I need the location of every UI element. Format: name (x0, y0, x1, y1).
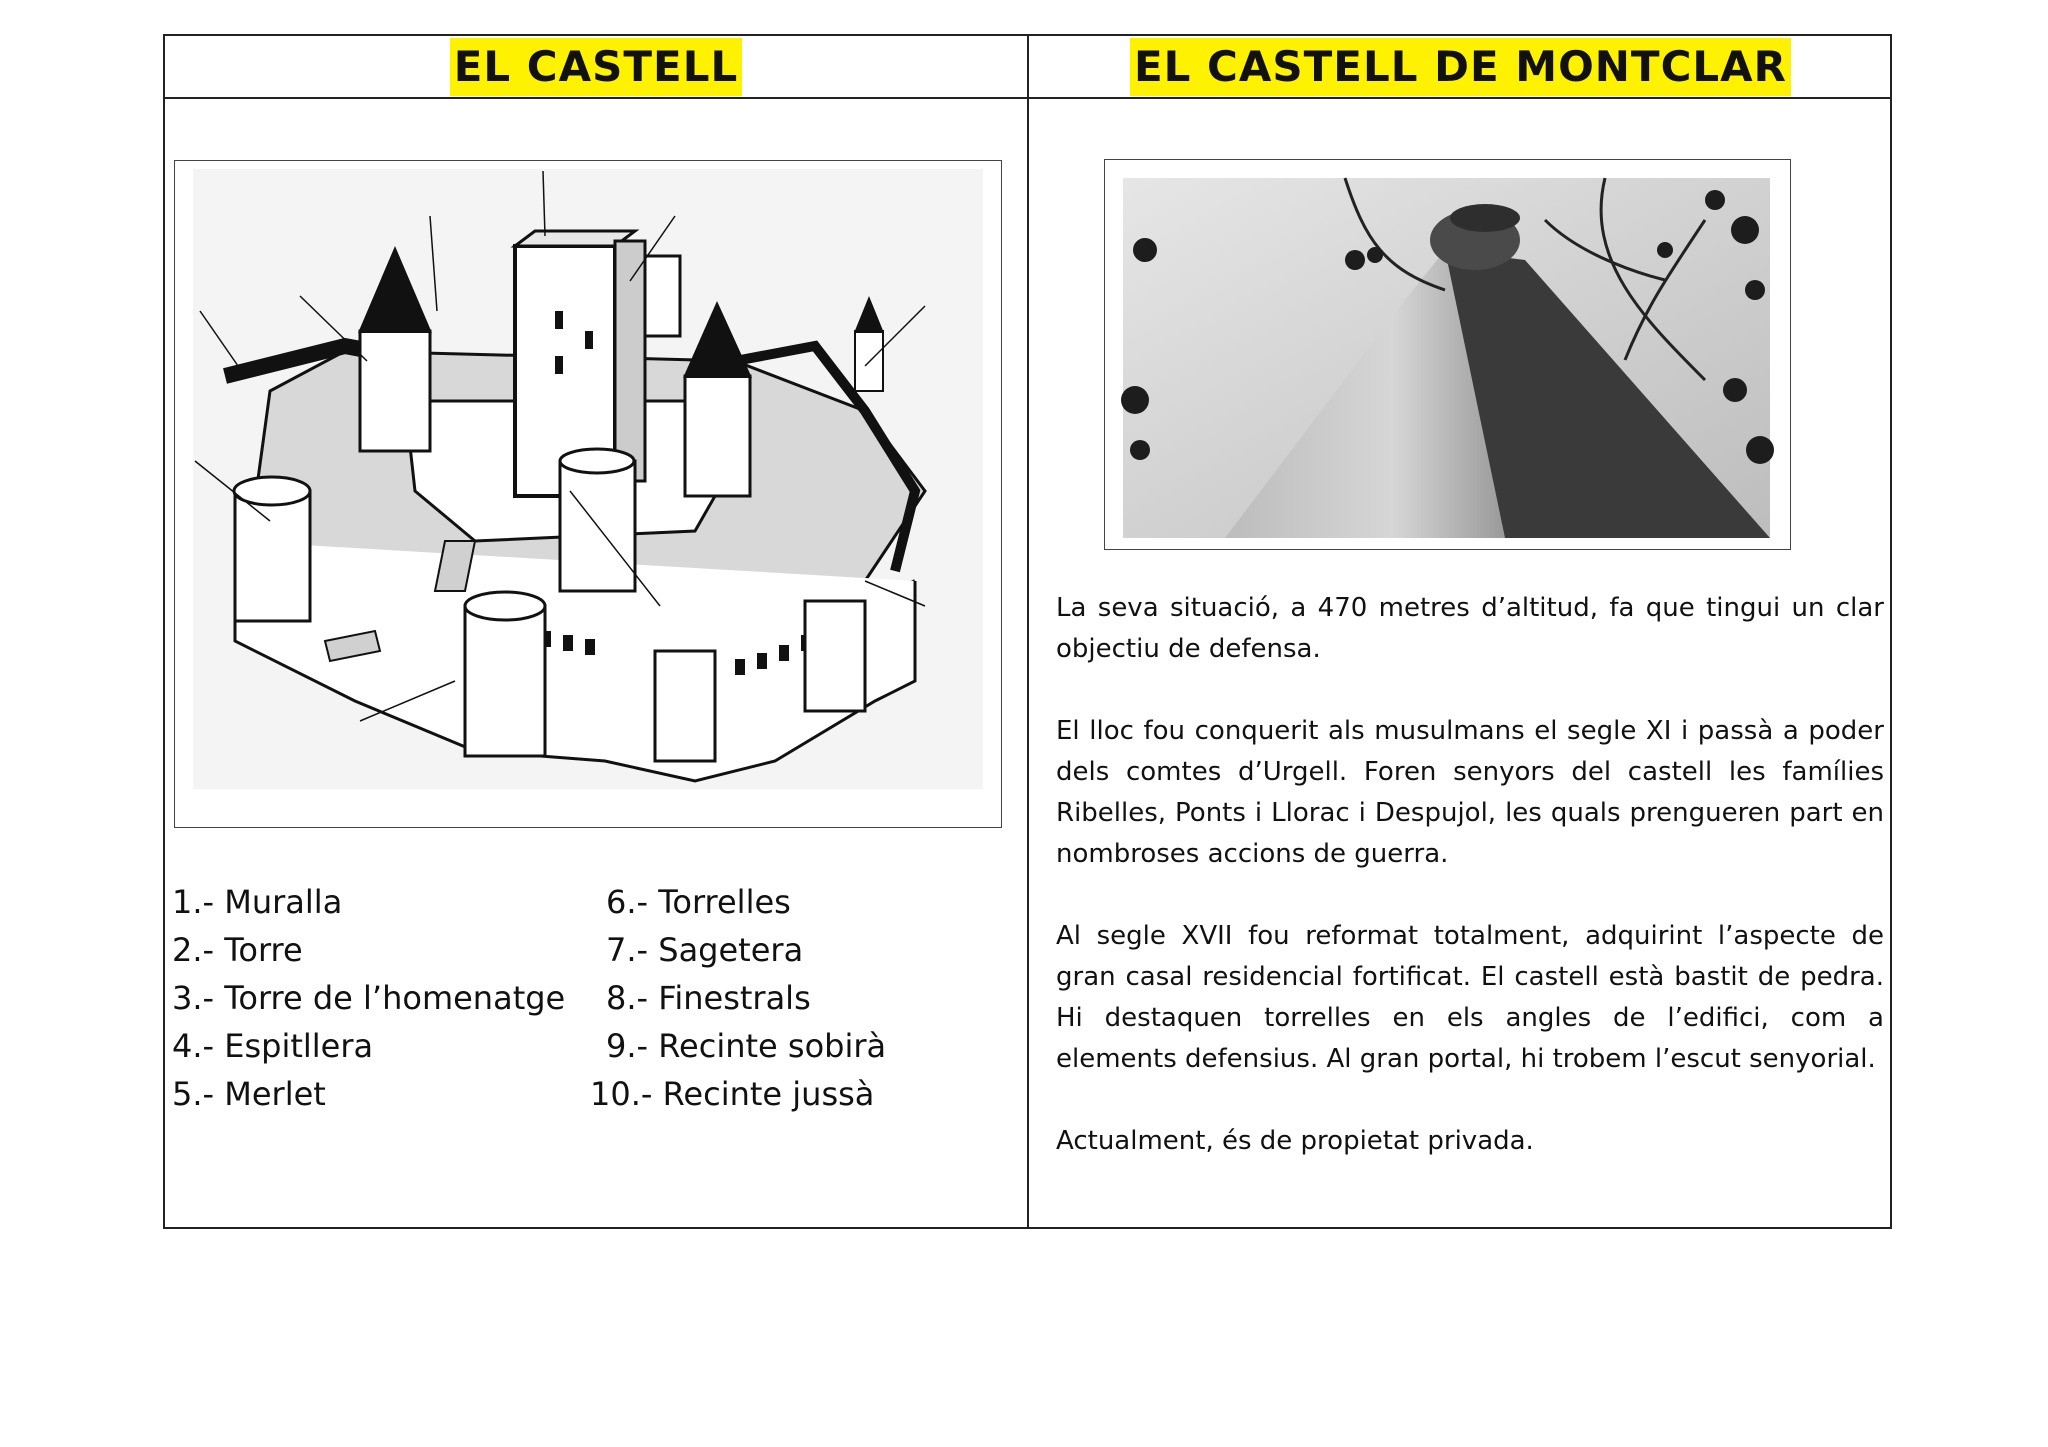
description-paragraph: Actualment, és de propietat privada. (1056, 1126, 1534, 1156)
right-header-cell (1029, 36, 1892, 97)
right-header-title: EL CASTELL DE MONTCLAR (1130, 38, 1791, 96)
castle-illustration-frame (174, 160, 1002, 828)
legend-item: 3.- Torre de l’homenatge (172, 979, 566, 1017)
column-divider (1027, 36, 1029, 1227)
legend-column-1 (172, 878, 565, 1118)
tower-photo-frame (1104, 159, 1791, 550)
castle-illustration (175, 161, 1000, 826)
tower-photo (1105, 160, 1789, 548)
legend-item: 2.- Torre (172, 931, 303, 969)
legend-item: 10.- Recinte jussà (590, 1075, 875, 1113)
legend-column-2-items (590, 878, 886, 1118)
description-paragraph: El lloc fou conquerit als musulmans el segle XI i passà a poder dels comtes d’Urgell. Foren senyors del castell les famílies Ribelles, Ponts i Llorac i Despujol, les quals prengueren part en nombroses accions de guerra. (1056, 716, 1884, 869)
legend-item: 8.- Finestrals (606, 979, 811, 1017)
legend-item: 4.- Espitllera (172, 1027, 374, 1065)
left-header-title: EL CASTELL (450, 38, 743, 96)
left-header-cell (165, 36, 1027, 97)
castle-description (1056, 588, 1884, 1162)
legend-item: 5.- Merlet (172, 1075, 326, 1113)
description-paragraph: La seva situació, a 470 metres d’altitud, fa que tingui un clar objectiu de defensa. (1056, 593, 1884, 664)
legend-item: 9.- Recinte sobirà (606, 1027, 887, 1065)
legend-item: 7.- Sagetera (606, 931, 804, 969)
description-paragraph: Al segle XVII fou reformat totalment, adquirint l’aspecte de gran casal residencial fortificat. El castell està bastit de pedra. Hi destaquen torrelles en els angles de l’edifici, com a elements defensius. Al gran portal, hi trobem l’escut senyorial. (1056, 921, 1884, 1074)
legend-item: 6.- Torrelles (606, 883, 791, 921)
legend-item: 1.- Muralla (172, 883, 343, 921)
